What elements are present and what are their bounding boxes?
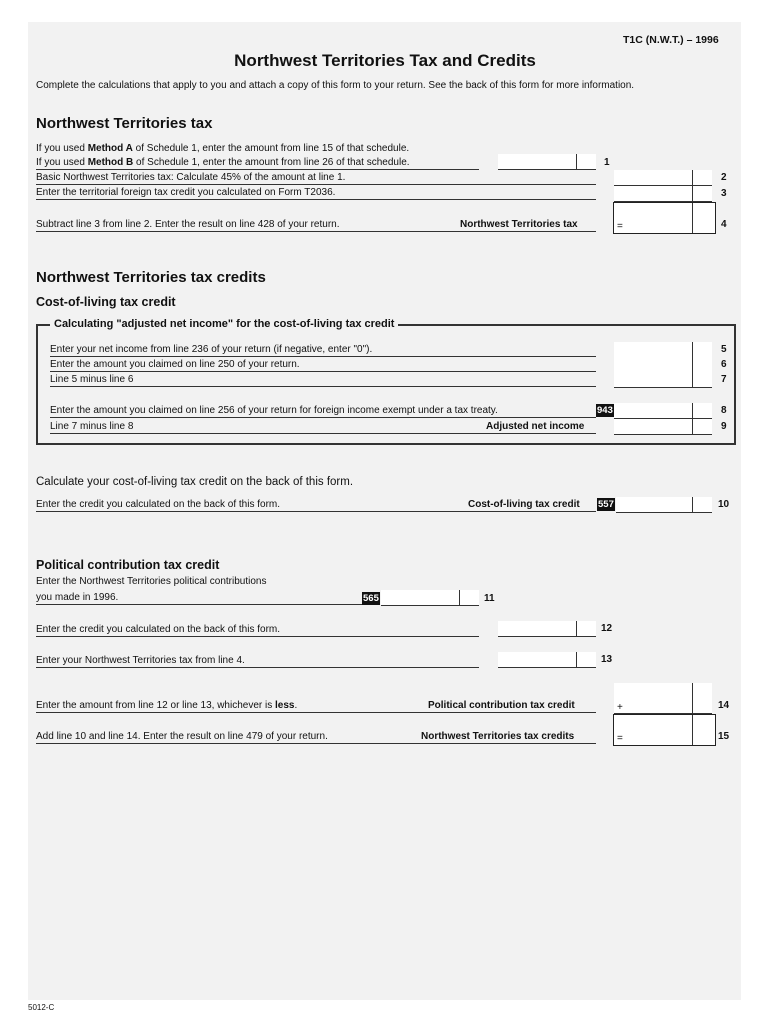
- line13-number: 13: [601, 654, 613, 665]
- line13-text: Enter your Northwest Territories tax from line 4.: [36, 655, 479, 668]
- line6-text: Enter the amount you claimed on line 250 of your return.: [50, 359, 596, 372]
- line10-label: Cost-of-living tax credit: [468, 499, 580, 510]
- line15-text: Add line 10 and line 14. Enter the result on line 479 of your return.: [36, 731, 596, 744]
- line7-input[interactable]: [614, 372, 712, 388]
- line9-label: Adjusted net income: [486, 421, 585, 432]
- line11-number: 11: [484, 593, 495, 604]
- line10-input[interactable]: [616, 497, 712, 513]
- line13-input[interactable]: [498, 652, 596, 668]
- line11-cents-divider: [459, 590, 460, 606]
- line15-number: 15: [718, 731, 730, 742]
- line8-cents-divider: [692, 403, 693, 419]
- line9-number: 9: [721, 421, 727, 432]
- line15-label: Northwest Territories tax credits: [421, 731, 575, 742]
- line14-plus: +: [617, 702, 623, 713]
- line1-method-b-text: If you used Method B of Schedule 1, enter the amount from line 26 of that schedule.: [36, 157, 479, 170]
- line1-input[interactable]: [498, 154, 596, 170]
- line3-text: Enter the territorial foreign tax credit you calculated on Form T2036.: [36, 187, 596, 200]
- line1-method-a-text: If you used Method A of Schedule 1, enter the amount from line 15 of that schedule.: [36, 143, 410, 154]
- line4-total-box[interactable]: [613, 202, 716, 234]
- form-title: Northwest Territories Tax and Credits: [234, 51, 536, 70]
- line5-text: Enter your net income from line 236 of your return (if negative, enter "0").: [50, 344, 596, 357]
- line10-text: Enter the credit you calculated on the back of this form.: [36, 499, 596, 512]
- line2-text: Basic Northwest Territories tax: Calculate 45% of the amount at line 1.: [36, 172, 596, 185]
- line12-input[interactable]: [498, 621, 596, 637]
- line10-number: 10: [718, 499, 730, 510]
- line7-number: 7: [721, 374, 727, 385]
- cost-of-living-heading: Cost-of-living tax credit: [36, 295, 176, 309]
- adjusted-net-income-group-title: Calculating "adjusted net income" for the cost-of-living tax credit: [50, 318, 398, 331]
- line9-cents-divider: [692, 419, 693, 435]
- line6-cents-divider: [692, 357, 693, 373]
- form-code: 5012-C: [28, 1003, 55, 1012]
- line15-total-box[interactable]: [613, 714, 716, 746]
- line4-cents-divider: [692, 203, 693, 233]
- line6-number: 6: [721, 359, 727, 370]
- line14-label: Political contribution tax credit: [428, 700, 575, 711]
- line15-cents-divider: [692, 715, 693, 745]
- line14-number: 14: [718, 700, 730, 711]
- line4-text: Subtract line 3 from line 2. Enter the result on line 428 of your return.: [36, 219, 596, 232]
- line11-input[interactable]: [381, 590, 479, 606]
- line11-code: 565: [363, 593, 379, 604]
- line11-text-2: you made in 1996.: [36, 592, 380, 605]
- line3-input[interactable]: [614, 186, 712, 202]
- line12-cents-divider: [576, 621, 577, 637]
- line10-cents-divider: [692, 497, 693, 513]
- line15-equals: =: [617, 733, 623, 744]
- line2-cents-divider: [692, 170, 693, 186]
- line7-text: Line 5 minus line 6: [50, 374, 596, 387]
- line1-cents-divider: [576, 154, 577, 170]
- line5-cents-divider: [692, 342, 693, 358]
- line9-input[interactable]: [614, 419, 712, 435]
- line4-label: Northwest Territories tax: [460, 219, 578, 230]
- line12-text: Enter the credit you calculated on the back of this form.: [36, 624, 479, 637]
- line14-input[interactable]: [614, 683, 712, 714]
- line2-number: 2: [721, 172, 727, 183]
- line5-number: 5: [721, 344, 727, 355]
- line14-text: Enter the amount from line 12 or line 13, whichever is less.: [36, 700, 596, 713]
- line14-cents-divider: [692, 683, 693, 714]
- credits-heading: Northwest Territories tax credits: [36, 269, 266, 286]
- line13-cents-divider: [576, 652, 577, 668]
- line10-code: 557: [598, 499, 614, 510]
- line8-code: 943: [597, 405, 613, 416]
- line3-number: 3: [721, 188, 727, 199]
- political-heading: Political contribution tax credit: [36, 558, 220, 572]
- line6-input[interactable]: [614, 357, 712, 373]
- line8-number: 8: [721, 405, 727, 416]
- form-intro: Complete the calculations that apply to you and attach a copy of this form to your return. See the back of this form for more information.: [36, 80, 635, 91]
- line8-input[interactable]: [614, 403, 712, 419]
- line12-number: 12: [601, 623, 613, 634]
- line5-input[interactable]: [614, 342, 712, 358]
- line7-cents-divider: [692, 372, 693, 388]
- line2-input[interactable]: [614, 170, 712, 186]
- line3-cents-divider: [692, 186, 693, 202]
- line8-text: Enter the amount you claimed on line 256 of your return for foreign income exempt under a tax treaty.: [50, 405, 596, 418]
- line9-text: Line 7 minus line 8: [50, 421, 596, 434]
- line1-number: 1: [604, 157, 610, 168]
- line4-number: 4: [721, 219, 727, 230]
- calc-note: Calculate your cost-of-living tax credit on the back of this form.: [36, 476, 354, 488]
- nwt-tax-heading: Northwest Territories tax: [36, 115, 213, 132]
- line11-text-1: Enter the Northwest Territories political contributions: [36, 576, 267, 587]
- form-id: T1C (N.W.T.) – 1996: [623, 34, 719, 46]
- line4-equals: =: [617, 221, 623, 232]
